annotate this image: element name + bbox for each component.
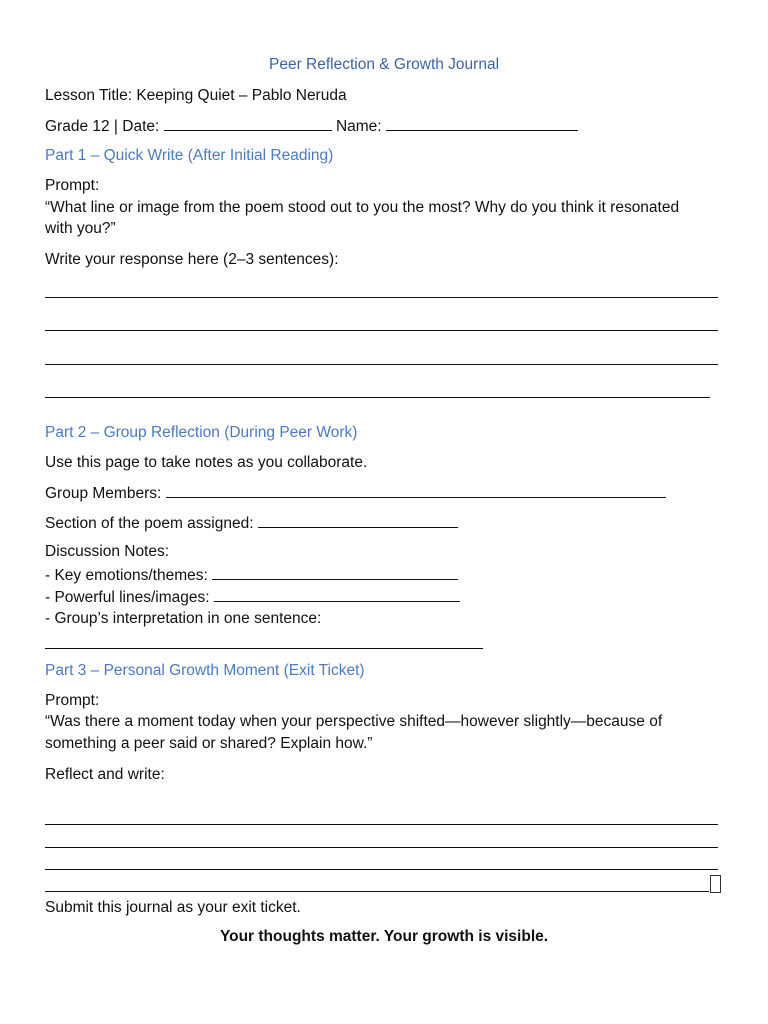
part2-heading: Part 2 – Group Reflection (During Peer Work) bbox=[45, 424, 358, 441]
powerful-lines-line bbox=[45, 586, 460, 609]
part1-heading: Part 1 – Quick Write (After Initial Reading) bbox=[45, 147, 334, 164]
grade-date-name-line bbox=[45, 115, 578, 138]
section-assigned-label: Section of the poem assigned: bbox=[45, 515, 254, 532]
part3-response-line-2[interactable] bbox=[45, 847, 718, 848]
page-title: Peer Reflection & Growth Journal bbox=[268, 56, 500, 73]
grade-date-label: Grade 12 | Date: bbox=[45, 118, 160, 135]
part1-prompt-label: Prompt: bbox=[45, 177, 100, 194]
part3-instruction: Reflect and write: bbox=[45, 766, 165, 783]
part3-response-line-3[interactable] bbox=[45, 869, 718, 870]
key-emotions-label: - Key emotions/themes: bbox=[45, 567, 208, 584]
lesson-title: Lesson Title: Keeping Quiet – Pablo Neruda bbox=[45, 87, 347, 104]
name-label: Name: bbox=[335, 118, 382, 135]
part3-prompt-label: Prompt: bbox=[45, 692, 100, 709]
section-assigned-field[interactable] bbox=[258, 512, 458, 528]
closing-message: Your thoughts matter. Your growth is visible. bbox=[219, 928, 549, 945]
part1-prompt-line1: “What line or image from the poem stood out to you the most? Why do you think it resonated bbox=[45, 199, 680, 216]
part2-intro: Use this page to take notes as you collaborate. bbox=[45, 454, 368, 471]
submit-note: Submit this journal as your exit ticket. bbox=[45, 899, 301, 916]
name-field[interactable] bbox=[386, 115, 578, 131]
group-members-line bbox=[45, 482, 666, 505]
part3-prompt-line1: “Was there a moment today when your perspective shifted—however slightly—because of bbox=[45, 713, 663, 730]
discussion-notes-label: Discussion Notes: bbox=[45, 543, 170, 560]
part3-response-line-1[interactable] bbox=[45, 824, 718, 825]
part3-heading: Part 3 – Personal Growth Moment (Exit Ticket) bbox=[45, 662, 365, 679]
interpretation-field[interactable] bbox=[45, 648, 483, 649]
powerful-lines-label: - Powerful lines/images: bbox=[45, 589, 210, 606]
group-members-label: Group Members: bbox=[45, 485, 162, 502]
part1-response-line-2[interactable] bbox=[45, 330, 718, 331]
part1-instruction: Write your response here (2–3 sentences): bbox=[45, 251, 339, 268]
interpretation-label: - Group’s interpretation in one sentence: bbox=[45, 610, 322, 627]
part1-response-line-1[interactable] bbox=[45, 297, 718, 298]
section-assigned-line bbox=[45, 512, 458, 535]
part3-response-line-4[interactable] bbox=[45, 891, 709, 892]
group-members-field[interactable] bbox=[166, 482, 666, 498]
key-emotions-field[interactable] bbox=[212, 564, 458, 580]
part1-response-line-3[interactable] bbox=[45, 364, 718, 365]
part1-prompt-line2: with you?” bbox=[45, 220, 116, 237]
powerful-lines-field[interactable] bbox=[214, 586, 460, 602]
part3-prompt-line2: something a peer said or shared? Explain how.” bbox=[45, 735, 373, 752]
missing-glyph-box-icon bbox=[710, 875, 721, 893]
key-emotions-line bbox=[45, 564, 458, 587]
date-field[interactable] bbox=[164, 115, 332, 131]
part1-response-line-4[interactable] bbox=[45, 397, 710, 398]
